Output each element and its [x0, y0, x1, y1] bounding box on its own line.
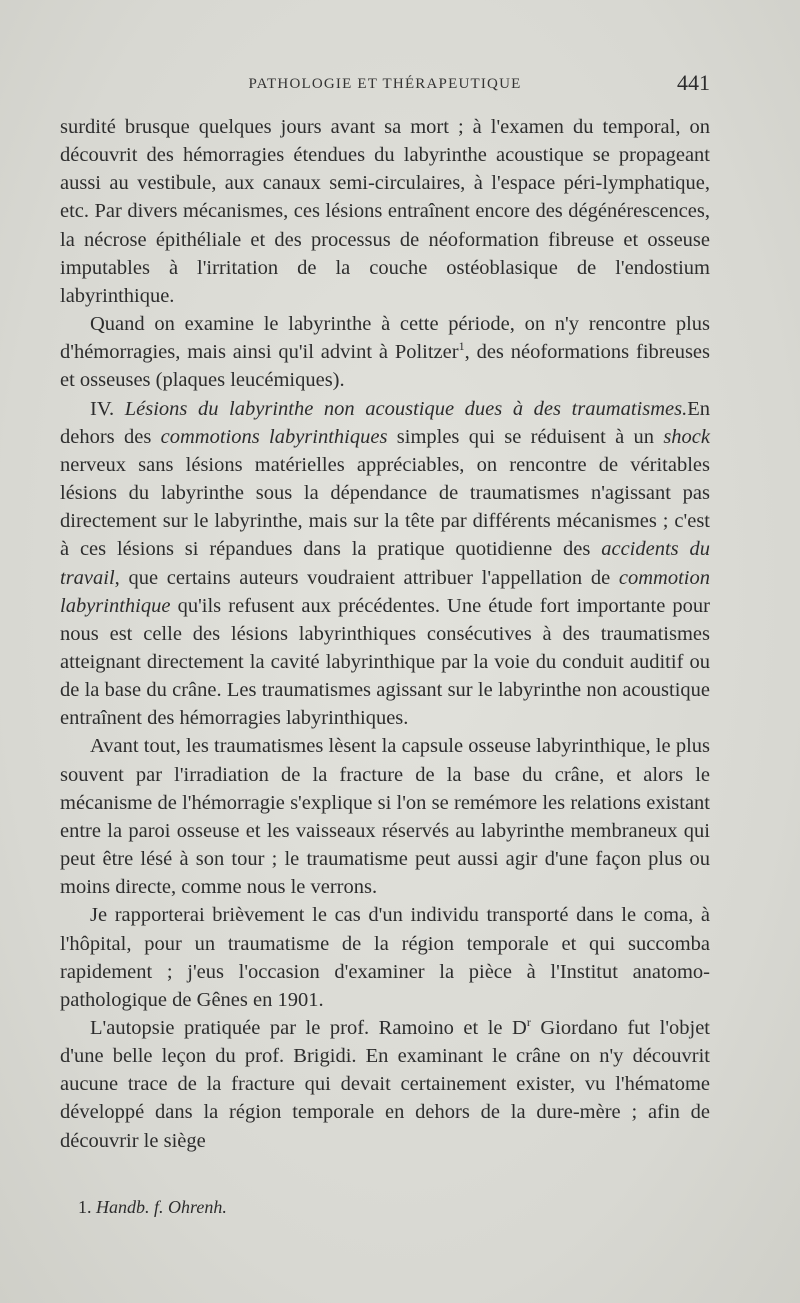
- paragraph-3: [60, 395, 710, 733]
- paragraph-4: Avant tout, les traumatismes lèsent la capsule osseuse labyrinthique, le plus souvent par l'irradiation de la fracture de la base du crâne, et alors le mécanisme de l'hémorragie s'explique si l'on se remémore les relations existant entre la paroi osseuse et les vaisseaux réservés au labyrinthe membraneux qui peut être lésé à son tour ; le traumatisme peut aussi agir d'une façon plus ou moins directe, comme nous le verrons.: [60, 735, 710, 899]
- paragraph-6-part-a: L'autopsie pratiquée par le prof. Ramoino et le D: [90, 1017, 527, 1039]
- paragraph-2-end: , des néoformations fibreuses et osseuses (plaques leucémiques).: [60, 341, 710, 392]
- page-number: 441: [677, 70, 710, 95]
- body-text: [60, 113, 710, 1155]
- paragraph-2-text: Quand on examine le labyrinthe à cette période, on n'y rencontre plus d'hémorragies, mais ainsi qu'il advint à Politzer: [60, 313, 710, 364]
- doctor-abbrev-sup: r: [526, 1015, 531, 1030]
- section-heading: Lésions du labyrinthe non acoustique dues à des traumatismes.: [124, 397, 688, 420]
- paragraph-3-italic-2: shock: [663, 425, 711, 448]
- paragraph-2: [60, 310, 710, 394]
- paragraph-3-part-d: , que certains auteurs voudraient attribuer l'appellation de: [114, 566, 619, 589]
- running-title: PATHOLOGIE ET THÉRAPEUTIQUE: [248, 76, 522, 92]
- paragraph-3-italic-1: commotions labyrinthiques: [160, 425, 388, 448]
- footnote-number: 1.: [78, 1197, 96, 1217]
- paragraph-3-italic-4: commotion labyrinthique: [60, 566, 710, 617]
- paragraph-3-part-b: simples qui se réduisent à un: [387, 425, 664, 448]
- paragraph-3-part-a: En dehors des: [60, 397, 710, 448]
- paragraph-1: surdité brusque quelques jours avant sa mort ; à l'examen du temporal, on découvrit des hémorragies étendues du labyrinthe acoustique se propageant aussi au vestibule, aux canaux semi-circulaires, à l'espace péri-lymphatique, etc. Par divers mécanismes, ces lésions entraînent encore des dégénérescences, la nécrose épithéliale et des processus de néoformation fibreuse et osseuse imputables à l'irritation de la couche ostéoblasique de l'endostium labyrinthique.: [60, 116, 710, 307]
- paragraph-6: [60, 1014, 710, 1155]
- section-number: IV.: [90, 397, 125, 420]
- paragraph-3-part-e: qu'ils refusent aux précédentes. Une étude fort importante pour nous est celle des lésions labyrinthiques consécutives à des traumatismes atteignant directement la cavité labyrinthique par la voie du conduit auditif ou de la base du crâne. Les traumatismes agissant sur le labyrinthe non acoustique entraînent des hémorragies labyrinthiques.: [60, 594, 710, 730]
- footnote: [78, 1197, 227, 1218]
- paragraph-3-italic-3: accidents du travail: [60, 538, 710, 589]
- paragraph-6-part-b: Giordano fut l'objet d'une belle leçon du prof. Brigidi. En examinant le crâne on n'y découvrit aucune trace de la fracture qui devait certainement exister, vu l'hématome développé dans la région temporale en dehors de la dure-mère ; afin de découvrir le siège: [60, 1017, 711, 1152]
- paragraph-3-part-c: nerveux sans lésions matérielles appréciables, on rencontre de véritables lésions du labyrinthe sous la dépendance de traumatismes n'agissant pas directement sur le labyrinthe, mais sur la tête par différents mécanismes ; c'est à ces lésions si répandues dans la pratique quotidienne des: [60, 453, 710, 561]
- footnote-text: Handb. f. Ohrenh.: [96, 1197, 227, 1217]
- page-header: [60, 70, 710, 100]
- paragraph-5: Je rapporterai brièvement le cas d'un individu transporté dans le coma, à l'hôpital, pour un traumatisme de la région temporale et qui succomba rapidement ; j'eus l'occasion d'examiner la pièce à l'Institut anatomo-pathologique de Gênes en 1901.: [60, 904, 710, 1011]
- footnote-marker: 1: [458, 339, 465, 354]
